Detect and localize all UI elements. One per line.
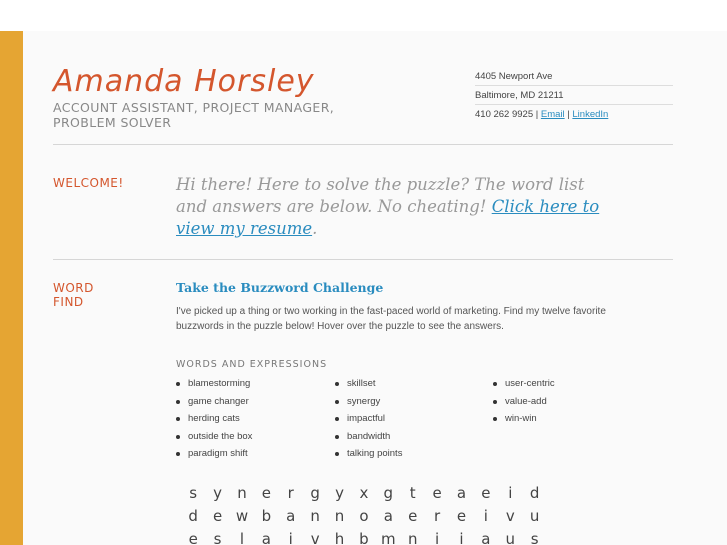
list-item: talking points [335,445,402,463]
grid-letter: a [456,484,467,502]
grid-letter: e [408,507,418,525]
grid-letter: i [435,530,440,545]
grid-letter: i [483,507,488,525]
grid-letter: y [213,484,223,502]
list-item: user-centric [493,375,555,393]
list-item: impactful [335,410,402,428]
grid-letter: d [529,484,540,502]
divider [53,259,673,260]
grid-row [181,505,547,528]
grid-letter: w [235,507,249,525]
email-link[interactable]: Email [540,109,565,120]
page-title: Amanda Horsley [53,64,315,99]
grid-letter: g [383,484,394,502]
welcome-text: Hi there! Here to solve the puzzle? The word list and answers are below. No cheating! [176,175,585,216]
address-line-1: 4405 Newport Ave [475,67,673,86]
wordfind-label-line2: FIND [53,295,84,309]
list-item: bandwidth [335,428,402,446]
grid-letter: e [188,530,198,545]
welcome-label: WELCOME! [53,176,124,190]
list-item: paradigm shift [176,445,252,463]
list-item: value-add [493,393,555,411]
grid-letter: m [381,530,396,545]
words-heading: WORDS AND EXPRESSIONS [176,359,328,370]
grid-letter: x [359,484,369,502]
grid-letter: r [287,484,294,502]
grid-letter: e [212,507,223,525]
word-search-grid[interactable] [181,482,547,545]
grid-letter: n [334,507,345,525]
list-item: synergy [335,393,402,411]
wordfind-label-line1: WORD [53,281,94,295]
grid-letter: e [456,507,467,525]
list-item: win-win [493,410,555,428]
grid-letter: a [481,530,491,545]
list-item: blamestorming [176,375,252,393]
separator: | [535,109,539,120]
grid-letter: n [310,507,320,525]
grid-letter: a [383,507,393,525]
divider [53,144,673,145]
page-content [23,31,727,545]
grid-letter: u [505,530,516,545]
grid-letter: d [188,507,198,525]
word-list-col3 [493,375,555,428]
contact-block [475,67,673,124]
contact-links [475,105,673,124]
grid-letter: a [286,507,296,525]
separator: | [567,109,570,120]
grid-letter: g [310,484,320,502]
grid-letter: e [432,484,442,502]
grid-letter: n [407,530,418,545]
grid-letter: b [261,507,272,525]
grid-letter: i [459,530,464,545]
grid-row [181,482,547,505]
grid-letter: t [409,484,416,502]
grid-letter: b [359,530,369,545]
left-accent-bar [0,31,23,545]
grid-letter: v [505,507,515,525]
grid-letter: e [261,484,271,502]
grid-letter: n [237,484,247,502]
welcome-message [176,174,616,240]
grid-letter: a [261,530,271,545]
grid-row [181,528,547,545]
grid-letter: u [529,507,540,525]
grid-letter: s [189,484,198,502]
list-item: skillset [335,375,402,393]
grid-letter: l [239,530,245,545]
list-item: game changer [176,393,252,411]
address-line-2: Baltimore, MD 21211 [475,86,673,105]
grid-letter: y [335,484,344,502]
grid-letter: e [481,484,491,502]
resume-link[interactable]: Click here to view my resume [176,197,600,238]
phone-number: 410 262 9925 [475,109,534,120]
linkedin-link[interactable]: LinkedIn [572,109,609,120]
word-list-col1 [176,375,252,463]
grid-letter: s [213,530,222,545]
welcome-period: . [312,219,318,238]
grid-letter: s [530,530,539,545]
list-item: herding cats [176,410,252,428]
grid-letter: i [508,484,513,502]
grid-letter: i [288,530,293,545]
wordfind-label [53,281,143,309]
grid-letter: r [434,507,441,525]
list-item: outside the box [176,428,252,446]
grid-letter: v [310,530,320,545]
grid-letter: o [359,507,369,525]
word-list-col2 [335,375,402,463]
challenge-description: I've picked up a thing or two working in the fast-paced world of marketing. Find my twelve favorite buzzwords in the puzzle below! Hover over the puzzle to see the answers. [176,306,606,332]
tagline: ACCOUNT ASSISTANT, PROJECT MANAGER, PROBLEM SOLVER [53,100,335,130]
challenge-title: Take the Buzzword Challenge [176,280,384,295]
grid-letter: h [334,530,345,545]
